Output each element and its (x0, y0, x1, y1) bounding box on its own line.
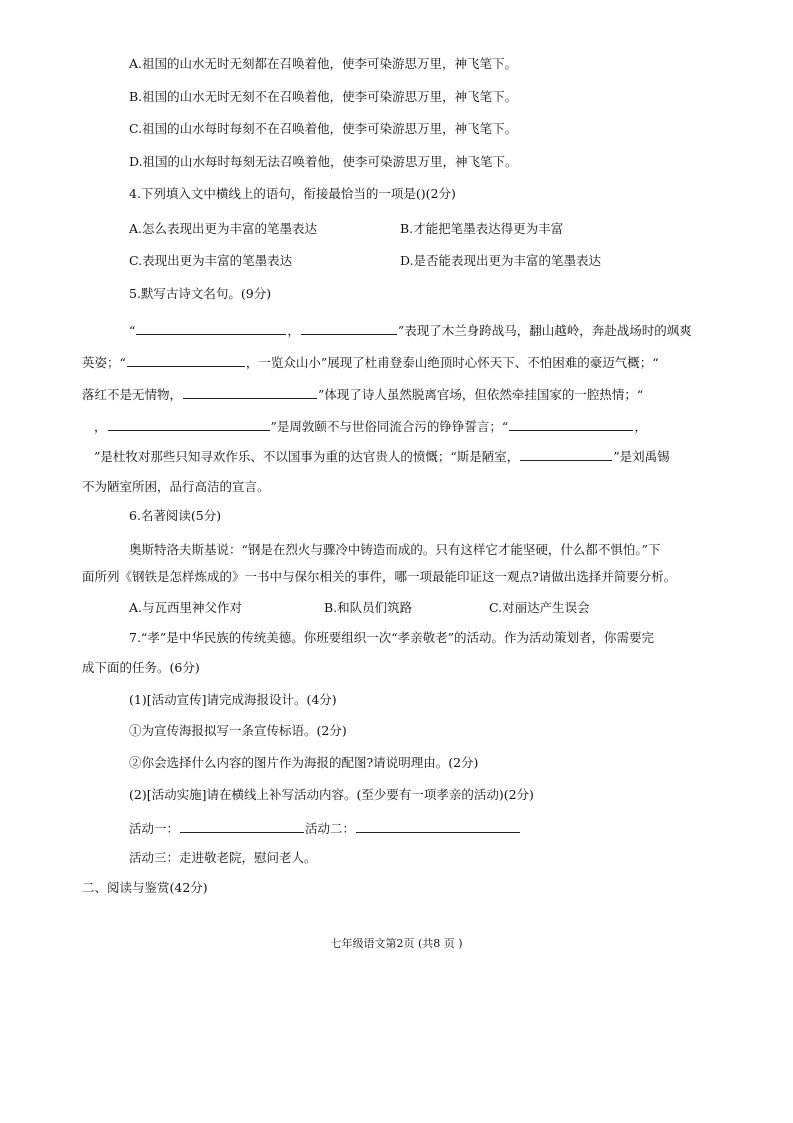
q5-title: 5.默写古诗文名句。(9分) (129, 286, 272, 301)
q5-line-4 (94, 418, 647, 435)
q3-option-c: C.祖国的山水每时每刻不在召唤着他，使李可染游思万里，神飞笔下。 (129, 121, 518, 136)
fill-blank[interactable] (301, 322, 397, 335)
q5-text: 英姿；“ (82, 355, 126, 370)
activity-1-blank[interactable] (180, 820, 304, 833)
fill-blank[interactable] (509, 418, 633, 431)
section-2-heading: 二、阅读与鉴赏(42分) (82, 880, 208, 895)
q5-line-3 (82, 386, 643, 403)
q7-text-2: 成下面的任务。(6分) (82, 660, 200, 675)
q7-activity-3: 活动三：走进敬老院，慰问老人。 (129, 850, 317, 865)
q4-option-d: D.是否能表现出更为丰富的笔墨表达 (400, 253, 602, 268)
q4-option-a: A.怎么表现出更为丰富的笔墨表达 (129, 221, 318, 236)
q5-line-2 (82, 354, 659, 371)
q5-text: “ (129, 323, 136, 338)
q7-activity-line (129, 820, 521, 837)
q5-text: ，一览众山小”展现了杜甫登泰山绝顶时心怀天下、不怕困难的豪迈气概；“ (245, 355, 659, 370)
q7-text-1: 7.“孝”是中华民族的传统美德。你班要组织一次“孝亲敬老”的活动。作为活动策划者，你需要完 (129, 630, 654, 645)
fill-blank[interactable] (108, 418, 270, 431)
activity-2-label: 活动二： (305, 821, 356, 836)
q3-option-d: D.祖国的山水每时每刻无法召唤着他，使李可染游思万里，神飞笔下。 (129, 154, 518, 169)
q7-sub-2: (2)[活动实施]请在横线上补写活动内容。(至少要有一项孝亲的活动)(2分) (129, 787, 534, 802)
q5-line-6: 不为陋室所困，品行高洁的宣言。 (82, 479, 270, 494)
q6-option-a: A.与瓦西里神父作对 (129, 600, 243, 615)
q4-option-c: C.表现出更为丰富的笔墨表达 (129, 253, 293, 268)
q6-option-b: B.和队员们筑路 (324, 600, 413, 615)
fill-blank[interactable] (520, 448, 612, 461)
q5-line-1 (129, 322, 692, 339)
q7-sub-1-2: ②你会选择什么内容的图片作为海报的配图?请说明理由。(2分) (129, 755, 479, 770)
q5-text: ， (634, 419, 647, 434)
fill-blank[interactable] (136, 322, 286, 335)
q6-text-1: 奥斯特洛夫斯基说：“钢是在烈火与骤冷中铸造而成的。只有这样它才能坚硬，什么都不惧怕。”下 (129, 542, 661, 557)
q3-option-a: A.祖国的山水无时无刻都在召唤着他，使李可染游思万里，神飞笔下。 (129, 56, 518, 71)
q4-question: 4.下列填入文中横线上的语句，衔接最恰当的一项是()(2分) (129, 186, 456, 201)
q5-line-5 (94, 448, 670, 465)
fill-blank[interactable] (127, 354, 245, 367)
q7-sub-1-1: ①为宣传海报拟写一条宣传标语。(2分) (129, 723, 347, 738)
q5-text: 落红不是无情物， (82, 387, 183, 402)
page-footer: 七年级语文第2页 (共8 页 ) (330, 937, 463, 950)
q6-text-2: 面所列《钢铁是怎样炼成的》一书中与保尔相关的事件，哪一项最能印证这一观点?请做出选择并简要分析。 (82, 569, 677, 584)
q5-text: ”表现了木兰身跨战马，翻山越岭，奔赴战场时的飒爽 (397, 323, 692, 338)
q5-text: ”是刘禹锡 (613, 449, 670, 464)
q5-text: ， (94, 419, 107, 434)
q5-text: ”体现了诗人虽然脱离官场，但依然牵挂国家的一腔热情；“ (318, 387, 644, 402)
q7-sub-1: (1)[活动宣传]请完成海报设计。(4分) (129, 692, 337, 707)
q3-option-b: B.祖国的山水无时无刻不在召唤着他，使李可染游思万里，神飞笔下。 (129, 89, 518, 104)
q4-option-b: B.才能把笔墨表达得更为丰富 (400, 221, 564, 236)
activity-2-blank[interactable] (356, 820, 520, 833)
activity-1-label: 活动一： (129, 821, 180, 836)
q6-option-c: C.对丽达产生误会 (489, 600, 590, 615)
q6-title: 6.名著阅读(5分) (129, 508, 222, 523)
fill-blank[interactable] (183, 386, 317, 399)
q5-text: ”是杜牧对那些只知寻欢作乐、不以国事为重的达官贵人的愤慨；“斯是陋室， (94, 449, 520, 464)
q5-text: ”是周敦颐不与世俗同流合污的铮铮誓言；“ (270, 419, 509, 434)
q5-text: ， (287, 323, 300, 338)
